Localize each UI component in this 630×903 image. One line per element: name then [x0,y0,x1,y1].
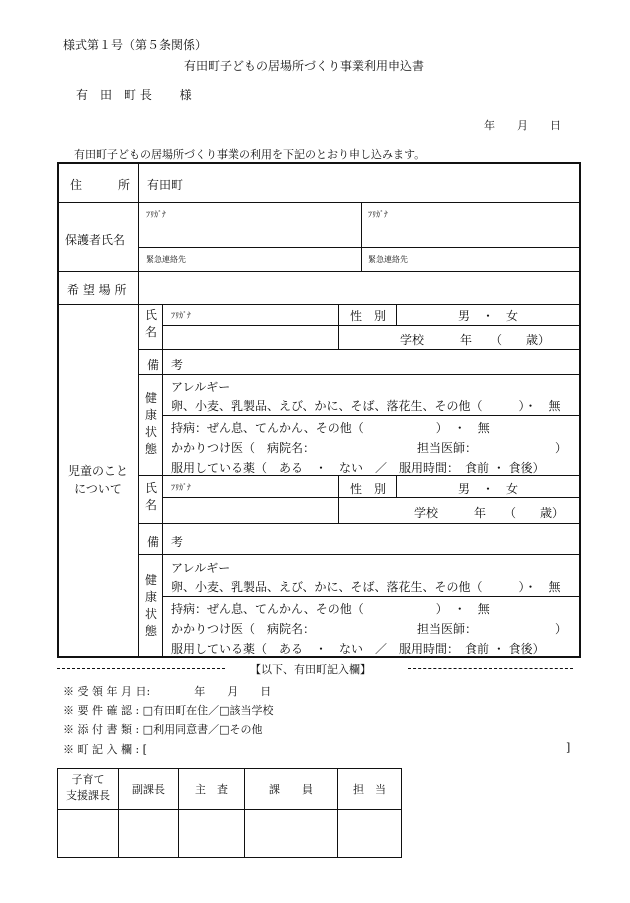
separator-dash-left [57,668,225,669]
page-title: 有田町子どもの居場所づくり事業利用申込書 [184,59,425,73]
stamp-header-staff: 課 員 [269,783,313,796]
child1-doctor[interactable]: かかりつけ医（ 病院名： 担当医師： ） [171,441,568,455]
child2-allergy-title: アレルギー [171,561,231,575]
child2-name-label: 氏 名 [144,481,157,512]
child2-gender-options[interactable]: 男 ・ 女 [458,482,519,496]
guardian-furigana-1: ﾌﾘｶﾞﾅ [146,210,166,219]
intro-text: 有田町子どもの居場所づくり事業の利用を下記のとおり申し込みます。 [74,148,426,161]
children-section-label: 児童のこと について [68,464,129,496]
form-number: 様式第１号（第５条関係） [63,38,208,52]
child1-furigana: ﾌﾘｶﾞﾅ [171,311,191,320]
emergency-contact-1: 緊急連絡先 [146,255,186,264]
child2-remarks-label: 備 考 [147,535,184,549]
date-line: 年 月 日 [484,119,561,132]
child1-allergy-items[interactable]: 卵、小麦、乳製品、えび、かに、そば、落花生、その他（ ）・ 無 [171,399,561,413]
stamp-header-chief: 子育て 支援課長 [66,773,110,802]
child2-chronic[interactable]: 持病：ぜん息、てんかん、その他（ ） ・ 無 [171,602,490,616]
child2-furigana: ﾌﾘｶﾞﾅ [171,483,191,492]
addressee: 有 田 町 長 様 [76,88,192,102]
child2-gender-label: 性 別 [350,482,387,496]
separator-dash-right [408,668,573,669]
requirements-check[interactable]: ※ 要 件 確 認 : □有田町在住／□該当学校 [63,704,274,717]
child1-health-label: 健 康 状 態 [144,391,157,456]
child2-doctor[interactable]: かかりつけ医（ 病院名： 担当医師： ） [171,622,568,636]
child1-chronic[interactable]: 持病：ぜん息、てんかん、その他（ ） ・ 無 [171,421,490,435]
child1-gender-label: 性 別 [350,309,387,323]
desired-place-label: 希 望 場 所 [67,283,127,297]
child1-medicine[interactable]: 服用している薬（ ある ・ ない ／ 服用時間： 食前 ・ 食後） [171,461,545,475]
child1-school: 学校 年 （ 歳） [400,333,551,347]
received-date: ※ 受 領 年 月 日: 年 月 日 [63,685,272,698]
office-notes-open[interactable]: ※ 町 記 入 欄 : [ [63,743,147,756]
stamp-header-incharge: 担 当 [353,783,386,796]
child1-allergy-title: アレルギー [171,380,231,394]
stamp-header-deputy: 副課長 [132,783,165,796]
emergency-contact-2: 緊急連絡先 [368,255,408,264]
child1-gender-options[interactable]: 男 ・ 女 [458,309,519,323]
child1-name-label: 氏 名 [144,308,157,339]
child2-allergy-items[interactable]: 卵、小麦、乳製品、えび、かに、そば、落花生、その他（ ）・ 無 [171,580,561,594]
stamp-header-inspector: 主 査 [195,783,228,796]
child1-remarks-label: 備 考 [147,358,184,372]
office-notes-close: ] [566,741,571,754]
child2-school: 学校 年 （ 歳） [414,506,565,520]
address-value[interactable]: 有田町 [147,178,184,192]
address-label: 住 所 [70,178,131,192]
office-section-separator: 【以下、有田町記入欄】 [250,663,371,676]
child2-medicine[interactable]: 服用している薬（ ある ・ ない ／ 服用時間： 食前 ・ 食後） [171,642,545,656]
guardian-label: 保護者氏名 [65,233,126,247]
attachments-check[interactable]: ※ 添 付 書 類 : □利用同意書／□その他 [63,723,263,736]
guardian-furigana-2: ﾌﾘｶﾞﾅ [368,210,388,219]
child2-health-label: 健 康 状 態 [144,573,157,638]
